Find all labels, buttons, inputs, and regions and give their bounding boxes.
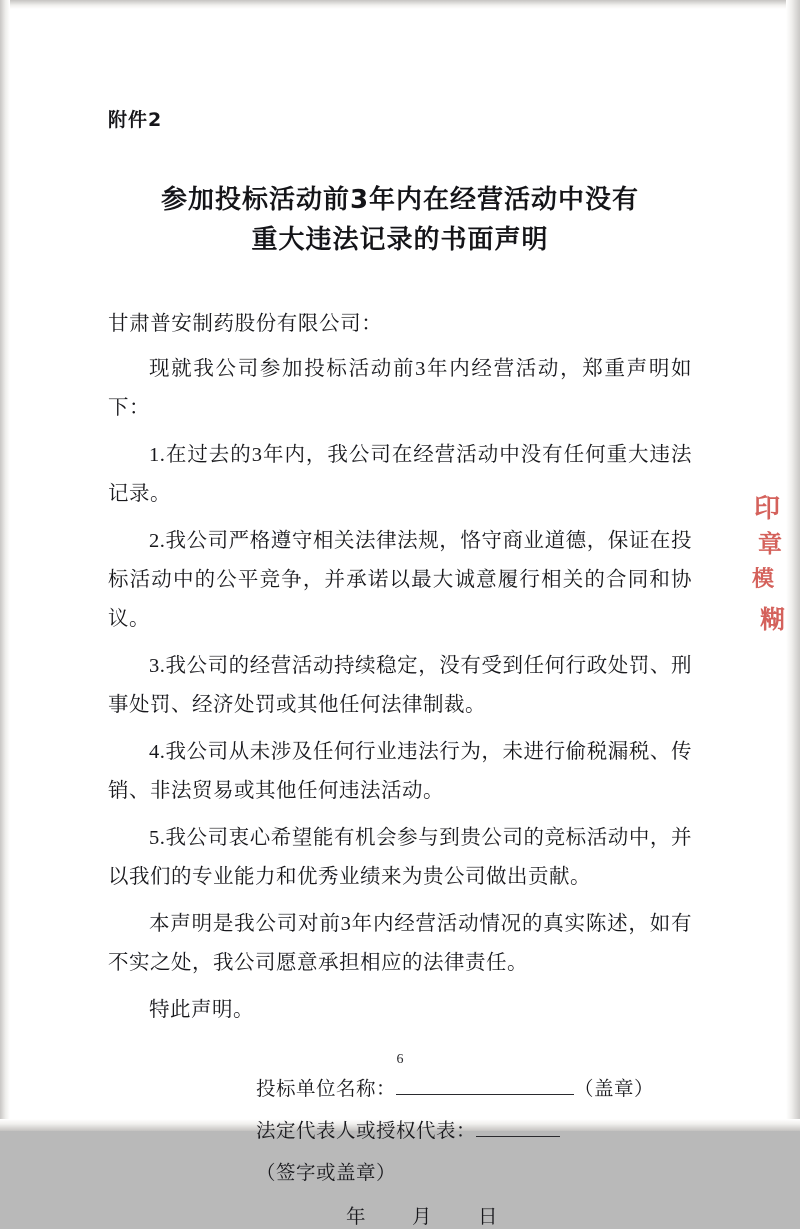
paragraph-statement: 本声明是我公司对前3年内经营活动情况的真实陈述，如有不实之处，我公司愿意承担相应的法律责任。	[108, 912, 692, 974]
seal-mark-4: 糊	[760, 605, 786, 634]
representative-label: 法定代表人或授权代表：	[256, 1121, 477, 1143]
representative-note: （签字或盖章）	[256, 1163, 397, 1185]
page-number: 6	[396, 1052, 404, 1067]
page-title-line-2: 重大违法记录的书面声明	[251, 225, 549, 256]
attachment-label: 附件2	[108, 109, 163, 131]
representative-input[interactable]	[476, 1136, 560, 1137]
paragraph-intro: 现就我公司参加投标活动前3年内经营活动，郑重声明如下：	[108, 358, 692, 420]
paragraph-item-4: 4.我公司从未涉及任何行业违法行为，未进行偷税漏税、传销、非法贸易或其他任何违法活动。	[108, 740, 692, 802]
page-title-line-1: 参加投标活动前3年内在经营活动中没有	[160, 185, 640, 215]
scan-edge-top	[0, 0, 800, 9]
representative-line	[256, 1111, 692, 1195]
date-line	[108, 1201, 692, 1229]
paragraph-item-5: 5.我公司衷心希望能有机会参与到贵公司的竞标活动中，并以我们的专业能力和优秀业绩来为贵公司做出贡献。	[108, 826, 692, 888]
seal-mark-3: 模	[752, 567, 775, 592]
date-year-label: 年	[346, 1207, 367, 1229]
signature-block	[108, 1069, 692, 1195]
page-title	[108, 180, 692, 261]
bidder-name-label: 投标单位名称：	[256, 1079, 397, 1101]
bidder-seal-note: （盖章）	[574, 1079, 655, 1101]
seal-mark-2: 章	[758, 530, 782, 558]
paragraph-item-3: 3.我公司的经营活动持续稳定，没有受到任何行政处罚、刑事处罚、经济处罚或其他任何法律制裁。	[108, 655, 692, 716]
date-month-label: 月	[412, 1207, 433, 1229]
seal-mark-1: 印	[754, 494, 781, 524]
bidder-name-line	[256, 1069, 692, 1111]
addressee: 甘肃普安制药股份有限公司：	[108, 312, 383, 335]
paragraph-item-2: 2.我公司严格遵守相关法律法规，恪守商业道德，保证在投标活动中的公平竞争，并承诺以最大诚意履行相关的合同和协议。	[108, 530, 692, 631]
bidder-name-input[interactable]	[396, 1094, 574, 1095]
scan-edge-left	[0, 0, 10, 1131]
red-seal-stamp	[752, 488, 786, 638]
date-day-label: 日	[478, 1207, 499, 1229]
scan-edge-right	[786, 0, 800, 1131]
paragraph-closing: 特此声明。	[149, 998, 254, 1021]
paragraph-item-1: 1.在过去的3年内，我公司在经营活动中没有任何重大违法记录。	[108, 444, 692, 506]
